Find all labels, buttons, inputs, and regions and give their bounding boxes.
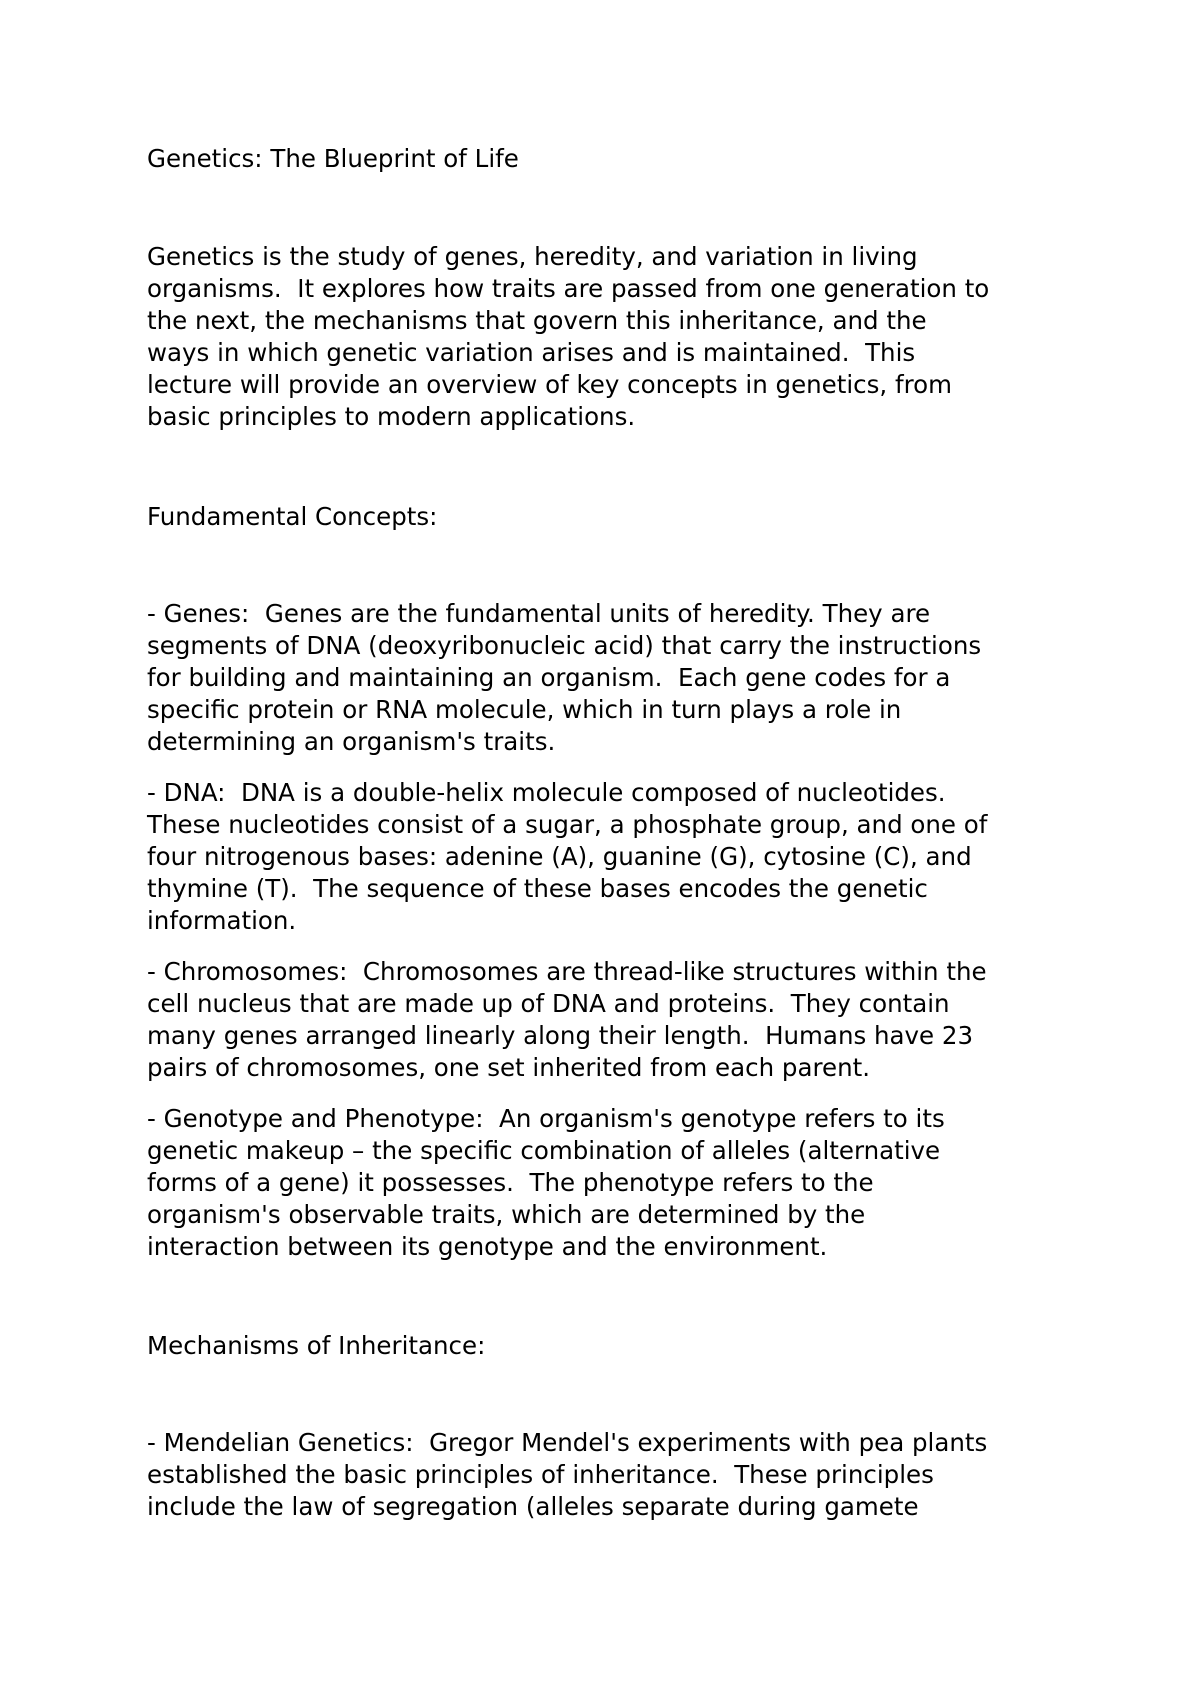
text-line: Genetics is the study of genes, heredity, and variation in living: [147, 242, 918, 271]
section-heading-fundamental-concepts: Fundamental Concepts:: [147, 502, 438, 531]
text-line: ways in which genetic variation arises and is maintained. This: [147, 338, 916, 367]
text-line: information.: [147, 906, 297, 935]
text-line: genetic makeup – the specific combination of alleles (alternative: [147, 1136, 941, 1165]
text-line: segments of DNA (deoxyribonucleic acid) that carry the instructions: [147, 631, 982, 660]
text-line: forms of a gene) it possesses. The phenotype refers to the: [147, 1168, 874, 1197]
text-line: These nucleotides consist of a sugar, a phosphate group, and one of: [147, 810, 988, 839]
text-line: - Chromosomes: Chromosomes are thread-like structures within the: [147, 957, 987, 986]
text-line: pairs of chromosomes, one set inherited from each parent.: [147, 1053, 871, 1082]
text-line: lecture will provide an overview of key concepts in genetics, from: [147, 370, 952, 399]
text-line: established the basic principles of inheritance. These principles: [147, 1460, 934, 1489]
text-line: four nitrogenous bases: adenine (A), guanine (G), cytosine (C), and: [147, 842, 972, 871]
text-line: many genes arranged linearly along their length. Humans have 23: [147, 1021, 974, 1050]
text-line: include the law of segregation (alleles separate during gamete: [147, 1492, 919, 1521]
text-line: - DNA: DNA is a double-helix molecule composed of nucleotides.: [147, 778, 946, 807]
text-line: cell nucleus that are made up of DNA and proteins. They contain: [147, 989, 950, 1018]
text-line: for building and maintaining an organism. Each gene codes for a: [147, 663, 951, 692]
document-title: Genetics: The Blueprint of Life: [147, 144, 519, 173]
section-heading-mechanisms-of-inheritance: Mechanisms of Inheritance:: [147, 1331, 486, 1360]
text-line: - Mendelian Genetics: Gregor Mendel's experiments with pea plants: [147, 1428, 988, 1457]
text-line: organism's observable traits, which are determined by the: [147, 1200, 866, 1229]
text-line: - Genes: Genes are the fundamental units of heredity. They are: [147, 599, 931, 628]
text-line: basic principles to modern applications.: [147, 402, 636, 431]
text-line: specific protein or RNA molecule, which in turn plays a role in: [147, 695, 902, 724]
text-line: the next, the mechanisms that govern this inheritance, and the: [147, 306, 927, 335]
text-line: - Genotype and Phenotype: An organism's genotype refers to its: [147, 1104, 945, 1133]
text-line: interaction between its genotype and the environment.: [147, 1232, 828, 1261]
text-line: determining an organism's traits.: [147, 727, 556, 756]
text-line: organisms. It explores how traits are passed from one generation to: [147, 274, 990, 303]
text-line: thymine (T). The sequence of these bases encodes the genetic: [147, 874, 928, 903]
